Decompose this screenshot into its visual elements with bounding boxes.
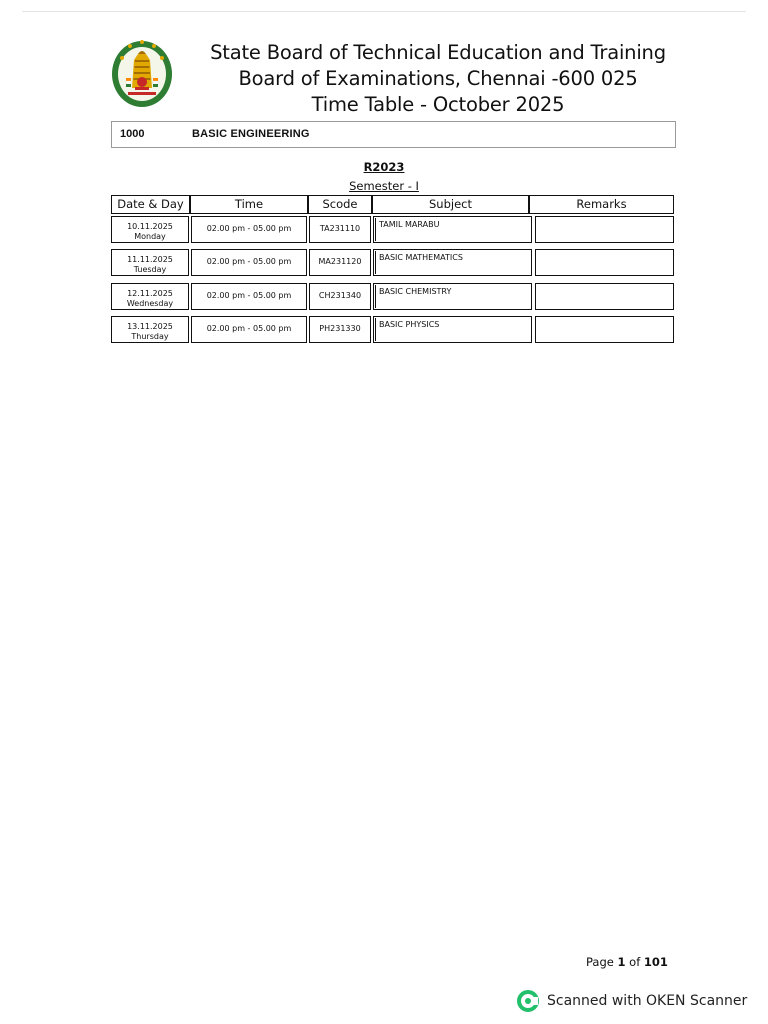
column-header-scode: Scode: [308, 195, 372, 214]
table-row: [0, 216, 768, 243]
subject-cell: BASIC PHYSICS: [373, 316, 532, 343]
column-header-subject: Subject: [372, 195, 529, 214]
column-header-remarks: Remarks: [529, 195, 674, 214]
date-value: 12.11.2025: [127, 289, 173, 298]
remarks-cell: [535, 216, 674, 243]
header-line-2: Board of Examinations, Chennai -600 025: [238, 67, 638, 90]
time-cell: 02.00 pm - 05.00 pm: [191, 249, 307, 276]
scode-cell: TA231110: [309, 216, 371, 243]
top-divider: [22, 11, 746, 12]
scanner-watermark: [517, 990, 747, 1012]
page-prefix: Page: [586, 955, 614, 969]
header-line-3: Time Table - October 2025: [311, 93, 565, 116]
subject-cell: BASIC MATHEMATICS: [373, 249, 532, 276]
date-value: 11.11.2025: [127, 255, 173, 264]
subject-cell: BASIC CHEMISTRY: [373, 283, 532, 310]
date-cell: [111, 316, 189, 343]
day-value: Tuesday: [133, 264, 167, 274]
time-cell: 02.00 pm - 05.00 pm: [191, 316, 307, 343]
document-header: [188, 40, 688, 118]
scanner-text: Scanned with OKEN Scanner: [547, 993, 748, 1009]
date-cell: [111, 283, 189, 310]
page-current: 1: [617, 955, 626, 969]
semester-label: Semester - I: [349, 179, 419, 193]
day-value: Monday: [134, 231, 166, 241]
scode-cell: MA231120: [309, 249, 371, 276]
subject-cell: TAMIL MARABU: [373, 216, 532, 243]
remarks-cell: [535, 249, 674, 276]
page-of: of: [629, 955, 641, 969]
date-cell: [111, 249, 189, 276]
table-row: [0, 249, 768, 276]
course-code: 1000: [120, 128, 145, 140]
remarks-cell: [535, 283, 674, 310]
header-line-1: State Board of Technical Education and Training: [210, 41, 666, 64]
regulation-label: R2023: [363, 160, 405, 174]
day-value: Thursday: [131, 331, 169, 341]
table-row: [0, 316, 768, 343]
page-total: 101: [643, 955, 668, 969]
date-cell: [111, 216, 189, 243]
course-box: [111, 121, 676, 148]
time-cell: 02.00 pm - 05.00 pm: [191, 283, 307, 310]
table-row: [0, 283, 768, 310]
tamil-nadu-emblem-icon: [110, 38, 174, 114]
column-header-time: Time: [190, 195, 308, 214]
date-value: 10.11.2025: [127, 222, 173, 231]
scode-cell: PH231330: [309, 316, 371, 343]
day-value: Wednesday: [126, 298, 174, 308]
oken-scanner-icon: [517, 990, 539, 1012]
course-name: BASIC ENGINEERING: [192, 128, 310, 140]
remarks-cell: [535, 316, 674, 343]
time-cell: 02.00 pm - 05.00 pm: [191, 216, 307, 243]
date-value: 13.11.2025: [127, 322, 173, 331]
scode-cell: CH231340: [309, 283, 371, 310]
column-header-date: Date & Day: [111, 195, 190, 214]
page-number: [586, 955, 668, 969]
